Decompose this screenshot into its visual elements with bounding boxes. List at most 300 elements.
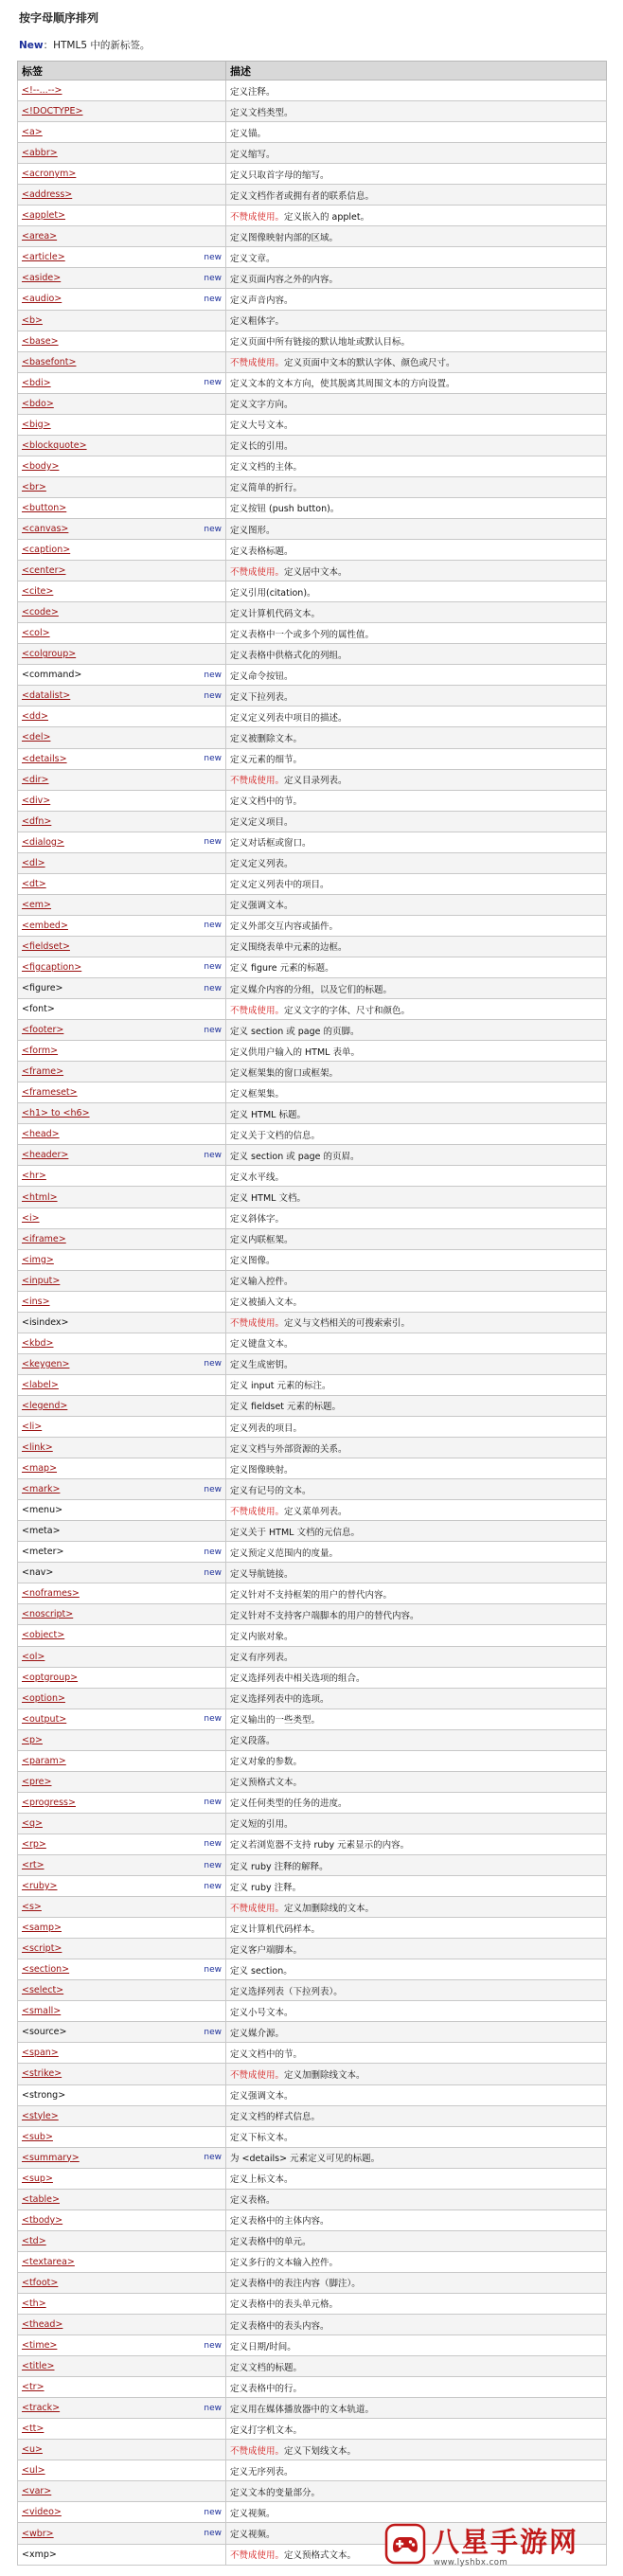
tag-name[interactable]: <iframe> <box>22 1233 66 1244</box>
deprecated-note: 不赞成使用。 <box>230 1506 285 1517</box>
tag-name[interactable]: <abbr> <box>22 148 58 159</box>
description-cell <box>226 2481 607 2502</box>
tag-cell <box>18 1604 226 1625</box>
tag-cell <box>18 1124 226 1145</box>
tag-name[interactable]: <address> <box>22 189 73 201</box>
description-cell <box>226 80 607 101</box>
tag-name[interactable]: <dt> <box>22 878 46 889</box>
tag-cell <box>18 2272 226 2293</box>
tag-cell <box>18 101 226 122</box>
tag-name[interactable]: <script> <box>22 1943 62 1955</box>
description-cell <box>226 476 607 497</box>
tag-name[interactable]: <link> <box>22 1442 53 1454</box>
new-badge: new <box>204 1798 222 1808</box>
tag-cell <box>18 832 226 852</box>
tag-name[interactable]: <td> <box>22 2235 46 2246</box>
tag-name[interactable]: <fieldset> <box>22 940 70 952</box>
description-text: 定义图像映射内部的区域。 <box>230 232 339 243</box>
tag-name[interactable]: <canvas> <box>22 524 69 534</box>
table-row <box>18 518 607 539</box>
tag-name[interactable]: <ins> <box>22 1296 50 1307</box>
table-row <box>18 1583 607 1604</box>
tag-name[interactable]: <audio> <box>22 294 62 305</box>
tag-name[interactable]: <code> <box>22 607 59 618</box>
tag-name[interactable]: <!DOCTYPE> <box>22 106 83 117</box>
tag-cell <box>18 1750 226 1771</box>
deprecated-note: 不赞成使用。 <box>230 2445 285 2457</box>
tag-name[interactable]: <ul> <box>22 2465 45 2477</box>
tag-cell <box>18 456 226 476</box>
tag-name[interactable]: <sup> <box>22 2173 53 2184</box>
description-text: 定义预格式文本。 <box>230 1778 303 1789</box>
tag-cell <box>18 1521 226 1542</box>
tag-name: <figure> <box>22 983 63 994</box>
tag-cell <box>18 2481 226 2502</box>
tag-cell <box>18 2105 226 2126</box>
description-cell <box>226 1500 607 1521</box>
tag-name[interactable]: <col> <box>22 628 50 639</box>
tag-name[interactable]: <a> <box>22 127 43 138</box>
description-text: 定义 section。 <box>230 1965 293 1977</box>
table-row <box>18 1939 607 1959</box>
tag-name[interactable]: <b> <box>22 314 43 326</box>
tag-name: <nav> <box>22 1567 54 1579</box>
tag-name[interactable]: <wbr> <box>22 2528 54 2539</box>
description-cell <box>226 1542 607 1563</box>
new-badge: new <box>204 962 222 973</box>
table-row <box>18 540 607 561</box>
deprecated-note: 不赞成使用。 <box>230 1005 285 1016</box>
description-cell <box>226 1458 607 1479</box>
table-body <box>18 80 607 2566</box>
tag-name[interactable]: <rt> <box>22 1860 44 1870</box>
new-badge: new <box>204 1860 222 1870</box>
tag-name[interactable]: <summary> <box>22 2152 80 2163</box>
deprecated-note: 不赞成使用。 <box>230 358 285 369</box>
tag-cell <box>18 1020 226 1041</box>
description-cell <box>226 226 607 247</box>
description-cell <box>226 1166 607 1187</box>
new-badge: new <box>204 1359 222 1369</box>
tag-name[interactable]: <acronym> <box>22 169 77 180</box>
table-row <box>18 852 607 873</box>
table-row <box>18 2335 607 2356</box>
tag-name[interactable]: <thead> <box>22 2319 63 2331</box>
description-text: 定义表格中一个或多个列的属性值。 <box>230 629 375 640</box>
tag-cell <box>18 1959 226 1980</box>
tag-name[interactable]: <ol> <box>22 1651 45 1662</box>
tag-cell <box>18 1458 226 1479</box>
tag-cell <box>18 2293 226 2314</box>
description-text: 定义缩写。 <box>230 149 276 160</box>
tag-cell <box>18 1395 226 1416</box>
description-cell <box>226 1228 607 1249</box>
tag-name[interactable]: <samp> <box>22 1923 62 1934</box>
tag-name[interactable]: <p> <box>22 1734 43 1745</box>
tag-name[interactable]: <header> <box>22 1150 69 1161</box>
table-row <box>18 1625 607 1646</box>
tag-cell <box>18 518 226 539</box>
description-cell <box>226 2043 607 2064</box>
table-row <box>18 2084 607 2105</box>
tag-name[interactable]: <img> <box>22 1254 54 1265</box>
tag-name[interactable]: <footer> <box>22 1025 64 1036</box>
table-row <box>18 1249 607 1270</box>
table-row <box>18 623 607 644</box>
new-badge: new <box>204 1025 222 1035</box>
description-text: 定义下标文本。 <box>230 2133 294 2144</box>
tag-name[interactable]: <applet> <box>22 210 66 222</box>
tag-name[interactable]: <span> <box>22 2048 59 2059</box>
tag-name[interactable]: <param> <box>22 1755 66 1766</box>
tag-name[interactable]: <select> <box>22 1985 64 1996</box>
tag-name[interactable]: <optgroup> <box>22 1672 79 1683</box>
description-text: 定义命令按钮。 <box>230 671 294 682</box>
description-cell <box>226 1876 607 1897</box>
table-row <box>18 143 607 164</box>
tag-name: <meter> <box>22 1547 64 1558</box>
tag-cell <box>18 727 226 748</box>
table-row <box>18 2001 607 2022</box>
description-cell <box>226 206 607 226</box>
new-note-label: New <box>19 40 44 51</box>
description-text: 定义段落。 <box>230 1736 276 1747</box>
tag-name[interactable]: <head> <box>22 1129 60 1140</box>
table-row <box>18 1020 607 1041</box>
tag-name[interactable]: <big> <box>22 419 51 430</box>
tag-name[interactable]: <ruby> <box>22 1881 58 1892</box>
tag-name[interactable]: <div> <box>22 795 51 806</box>
table-row <box>18 1834 607 1854</box>
tag-name[interactable]: <figcaption> <box>22 961 82 973</box>
table-row <box>18 561 607 581</box>
tag-name[interactable]: <dialog> <box>22 836 64 848</box>
description-text: 定义导航链接。 <box>230 1568 294 1580</box>
tag-cell <box>18 873 226 894</box>
description-text: 定义日期/时间。 <box>230 2341 296 2352</box>
table-row <box>18 1854 607 1875</box>
description-text: 定义引用(citation)。 <box>230 587 316 599</box>
description-cell <box>226 561 607 581</box>
description-text: 定义页面内容之外的内容。 <box>230 274 339 285</box>
tag-name[interactable]: <li> <box>22 1422 43 1433</box>
description-cell <box>226 873 607 894</box>
description-cell <box>226 769 607 790</box>
tag-name[interactable]: <track> <box>22 2403 61 2414</box>
tag-name[interactable]: <aside> <box>22 273 62 284</box>
description-cell <box>226 1062 607 1082</box>
tag-cell <box>18 2126 226 2147</box>
tag-name[interactable]: <area> <box>22 231 58 242</box>
tag-name[interactable]: <u> <box>22 2444 43 2456</box>
description-cell <box>226 1041 607 1062</box>
tag-cell <box>18 978 226 999</box>
table-row <box>18 748 607 769</box>
tag-name[interactable]: <dd> <box>22 711 48 723</box>
table-row <box>18 2419 607 2440</box>
tag-cell <box>18 665 226 686</box>
tag-cell <box>18 476 226 497</box>
tag-cell <box>18 2523 226 2544</box>
new-badge: new <box>204 294 222 304</box>
tag-name[interactable]: <h1> to <h6> <box>22 1108 90 1119</box>
description-cell <box>226 351 607 372</box>
tag-cell <box>18 1918 226 1939</box>
tag-name[interactable]: <dl> <box>22 857 45 868</box>
description-text: 定义选择列表（下拉列表）。 <box>230 1986 343 1997</box>
tag-cell <box>18 435 226 456</box>
tag-name[interactable]: <bdo> <box>22 398 54 409</box>
description-text: 定义强调文本。 <box>230 2091 294 2102</box>
table-row <box>18 936 607 957</box>
description-text: 定义定义列表。 <box>230 859 294 870</box>
tag-cell <box>18 1625 226 1646</box>
tag-name[interactable]: <!--...--> <box>22 85 62 97</box>
description-text: 定义粗体字。 <box>230 316 285 328</box>
tag-name[interactable]: <noscript> <box>22 1609 74 1620</box>
tag-name[interactable]: <i> <box>22 1212 40 1224</box>
tag-cell <box>18 2147 226 2168</box>
description-cell <box>226 1353 607 1374</box>
description-cell <box>226 602 607 623</box>
tag-name[interactable]: <sub> <box>22 2131 53 2142</box>
description-text: 定义 HTML 标题。 <box>230 1109 306 1120</box>
tag-name[interactable]: <var> <box>22 2486 52 2497</box>
description-text: 定义上标文本。 <box>230 2174 294 2186</box>
tag-name[interactable]: <cite> <box>22 586 54 598</box>
tag-name[interactable]: <caption> <box>22 545 71 556</box>
new-badge: new <box>204 2507 222 2517</box>
table-row <box>18 1980 607 2001</box>
tag-name[interactable]: <embed> <box>22 920 68 931</box>
tag-name[interactable]: <keygen> <box>22 1358 70 1369</box>
tag-name[interactable]: <section> <box>22 1964 70 1976</box>
table-row <box>18 665 607 686</box>
tag-name[interactable]: <tfoot> <box>22 2277 59 2288</box>
description-cell <box>226 497 607 518</box>
tag-name[interactable]: <small> <box>22 2006 62 2017</box>
new-badge: new <box>204 1547 222 1557</box>
tag-name[interactable]: <frameset> <box>22 1087 78 1099</box>
tag-name[interactable]: <tbody> <box>22 2214 63 2226</box>
tag-cell <box>18 1249 226 1270</box>
tag-cell <box>18 1792 226 1813</box>
tag-name[interactable]: <q> <box>22 1817 43 1829</box>
description-text: 定义文字方向。 <box>230 400 294 411</box>
description-text: 定义长的引用。 <box>230 441 294 453</box>
table-row <box>18 2440 607 2460</box>
tag-name[interactable]: <html> <box>22 1191 58 1203</box>
tag-cell <box>18 1688 226 1708</box>
description-cell <box>226 2251 607 2272</box>
description-cell <box>226 1583 607 1604</box>
description-cell <box>226 2272 607 2293</box>
description-text: 定义预定义范围内的度量。 <box>230 1547 339 1559</box>
tag-cell <box>18 2460 226 2481</box>
table-row <box>18 1333 607 1353</box>
tag-name[interactable]: <blockquote> <box>22 439 87 451</box>
description-text: 定义水平线。 <box>230 1172 285 1183</box>
tag-name[interactable]: <output> <box>22 1713 67 1725</box>
tag-name[interactable]: <form> <box>22 1046 59 1057</box>
description-text: 定义菜单列表。 <box>284 1506 347 1517</box>
tag-cell <box>18 1667 226 1688</box>
tag-cell <box>18 1646 226 1667</box>
tag-name[interactable]: <style> <box>22 2110 59 2121</box>
tag-name[interactable]: <s> <box>22 1902 42 1913</box>
tag-cell <box>18 2335 226 2356</box>
tag-cell <box>18 2001 226 2022</box>
tag-cell <box>18 268 226 289</box>
tag-name[interactable]: <pre> <box>22 1776 52 1787</box>
description-cell <box>226 2147 607 2168</box>
table-row <box>18 1646 607 1667</box>
tag-name[interactable]: <colgroup> <box>22 649 77 660</box>
description-cell <box>226 2168 607 2189</box>
description-cell <box>226 1980 607 2001</box>
tag-cell <box>18 999 226 1020</box>
tag-name[interactable]: <bdi> <box>22 377 51 388</box>
description-cell <box>226 1918 607 1939</box>
tag-name[interactable]: <noframes> <box>22 1588 80 1600</box>
tag-name[interactable]: <legend> <box>22 1400 68 1411</box>
tag-name[interactable]: <strike> <box>22 2068 62 2080</box>
tag-name[interactable]: <frame> <box>22 1066 64 1078</box>
tag-name[interactable]: <tt> <box>22 2424 44 2435</box>
tag-cell <box>18 2230 226 2251</box>
description-cell <box>226 2440 607 2460</box>
tag-name[interactable]: <article> <box>22 252 65 263</box>
tag-name[interactable]: <basefont> <box>22 356 77 367</box>
tag-cell <box>18 289 226 310</box>
table-row <box>18 2356 607 2377</box>
table-row <box>18 2230 607 2251</box>
tag-cell <box>18 2064 226 2084</box>
tag-name[interactable]: <option> <box>22 1692 65 1704</box>
description-text: 定义 ruby 注释的解释。 <box>230 1861 329 1872</box>
description-text: 定义表格中的主体内容。 <box>230 2216 329 2227</box>
tag-cell <box>18 2084 226 2105</box>
description-cell <box>226 2105 607 2126</box>
tag-name[interactable]: <datalist> <box>22 690 71 702</box>
description-cell <box>226 1082 607 1103</box>
table-row <box>18 1353 607 1374</box>
tag-name[interactable]: <details> <box>22 753 67 764</box>
description-cell <box>226 518 607 539</box>
tag-cell <box>18 1771 226 1792</box>
new-badge: new <box>204 1150 222 1160</box>
tag-name[interactable]: <button> <box>22 502 67 513</box>
tag-cell <box>18 1834 226 1854</box>
table-row <box>18 790 607 811</box>
tag-name[interactable]: <video> <box>22 2507 62 2518</box>
tag-cell <box>18 957 226 977</box>
tag-name[interactable]: <kbd> <box>22 1337 54 1349</box>
tag-name[interactable]: <del> <box>22 732 51 743</box>
description-cell <box>226 790 607 811</box>
tag-name[interactable]: <time> <box>22 2340 58 2352</box>
table-row <box>18 2377 607 2398</box>
table-row <box>18 832 607 852</box>
deprecated-note: 不赞成使用。 <box>230 2550 285 2562</box>
description-cell <box>226 1521 607 1542</box>
table-row <box>18 894 607 915</box>
table-row <box>18 247 607 268</box>
tag-cell <box>18 2440 226 2460</box>
tag-name[interactable]: <textarea> <box>22 2256 75 2267</box>
tag-name[interactable]: <table> <box>22 2193 60 2205</box>
description-cell <box>226 456 607 476</box>
tag-name[interactable]: <tr> <box>22 2382 44 2393</box>
description-cell <box>226 2460 607 2481</box>
description-text: 定义文档的标题。 <box>230 2362 303 2373</box>
tag-cell <box>18 1542 226 1563</box>
table-row <box>18 644 607 665</box>
tag-name[interactable]: <object> <box>22 1630 65 1641</box>
tag-name[interactable]: <base> <box>22 335 59 347</box>
tag-cell <box>18 2022 226 2043</box>
tag-cell <box>18 1583 226 1604</box>
description-text: 定义键盘文本。 <box>230 1339 294 1351</box>
tag-name[interactable]: <label> <box>22 1379 59 1390</box>
tag-cell <box>18 2502 226 2523</box>
description-cell <box>226 915 607 936</box>
table-row <box>18 1458 607 1479</box>
tag-cell <box>18 894 226 915</box>
description-text: 定义图形。 <box>230 525 276 536</box>
new-badge: new <box>204 670 222 680</box>
new-badge: new <box>204 2529 222 2538</box>
tag-cell <box>18 1312 226 1333</box>
description-text: 定义选择列表中相关选项的组合。 <box>230 1673 365 1685</box>
tag-cell <box>18 2315 226 2335</box>
tag-name[interactable]: <em> <box>22 899 52 910</box>
table-row <box>18 1103 607 1124</box>
tag-name[interactable]: <rp> <box>22 1838 46 1850</box>
table-row <box>18 331 607 351</box>
tag-name[interactable]: <hr> <box>22 1171 46 1182</box>
description-cell <box>226 2064 607 2084</box>
tag-name[interactable]: <map> <box>22 1463 58 1475</box>
description-text: 定义 figure 元素的标题。 <box>230 963 334 975</box>
description-text: 定义定义项目。 <box>230 817 294 829</box>
tag-name[interactable]: <title> <box>22 2361 55 2372</box>
tag-name[interactable]: <br> <box>22 481 46 492</box>
table-row <box>18 435 607 456</box>
table-row <box>18 1041 607 1062</box>
description-cell <box>226 1854 607 1875</box>
tag-name[interactable]: <body> <box>22 460 60 472</box>
page-title: 按字母顺序排列 <box>19 11 99 25</box>
tag-name[interactable]: <dir> <box>22 774 49 785</box>
description-text: 定义元素的细节。 <box>230 755 303 766</box>
tag-name[interactable]: <progress> <box>22 1797 76 1808</box>
description-cell <box>226 1103 607 1124</box>
tag-cell <box>18 1417 226 1438</box>
description-text: 定义被删除文本。 <box>230 733 303 744</box>
tag-name[interactable]: <center> <box>22 565 66 577</box>
tag-cell <box>18 1041 226 1062</box>
description-text: 定义表格中的表头内容。 <box>230 2320 329 2332</box>
tag-cell <box>18 1333 226 1353</box>
tag-name[interactable]: <th> <box>22 2298 46 2309</box>
tag-cell <box>18 1708 226 1729</box>
tag-name[interactable]: <dfn> <box>22 815 52 827</box>
tag-cell <box>18 372 226 393</box>
description-text: 定义内嵌对象。 <box>230 1631 294 1642</box>
tag-name[interactable]: <input> <box>22 1275 61 1286</box>
tag-name[interactable]: <mark> <box>22 1484 61 1495</box>
